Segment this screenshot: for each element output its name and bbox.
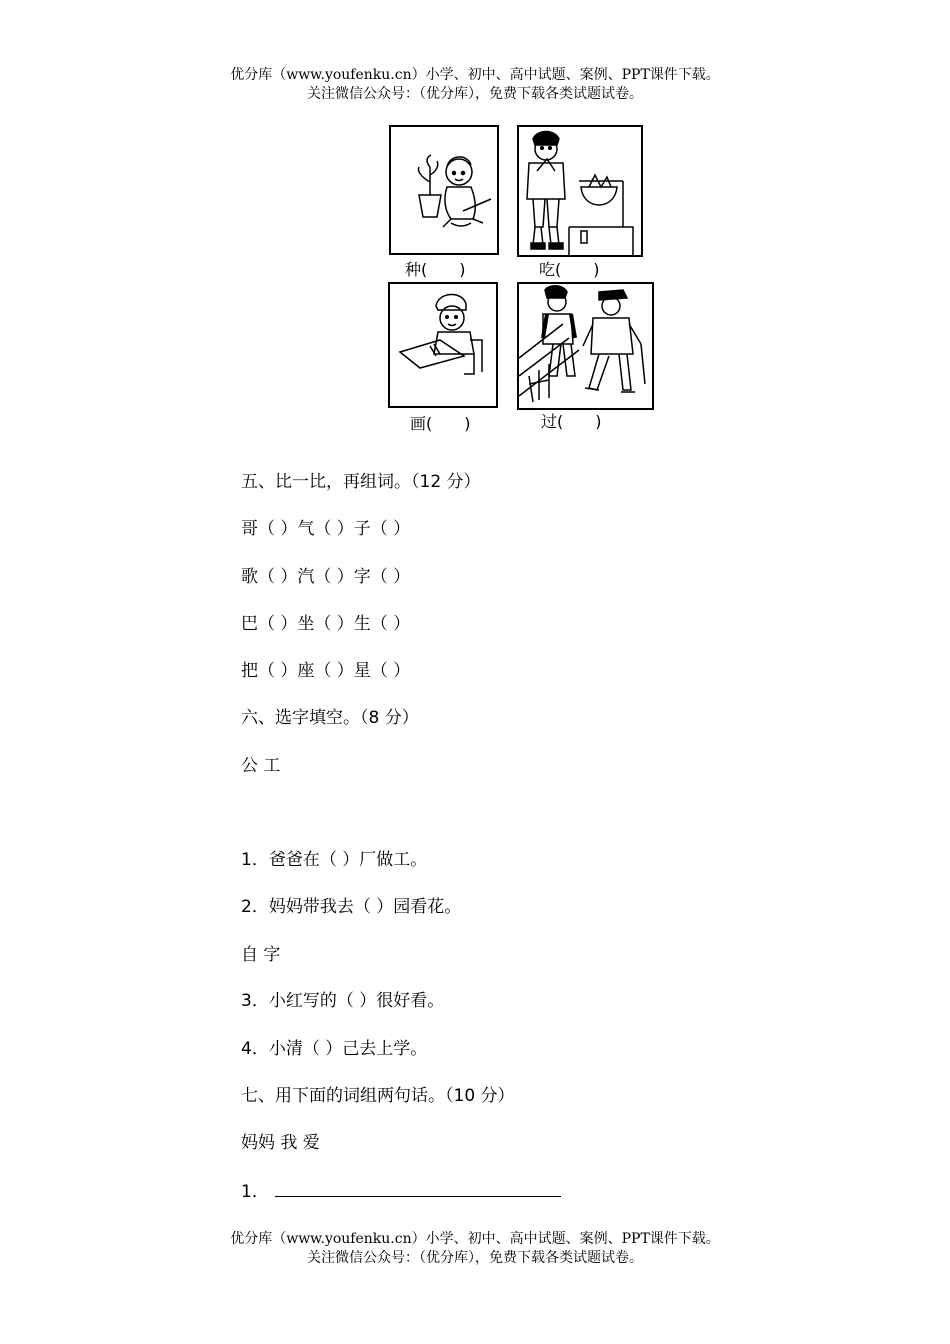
section-6-question-1: 1．爸爸在（ ）厂做工。 [241, 850, 428, 870]
section-7-item-1 [241, 1180, 561, 1203]
section-6-title: 六、选字填空。（8 分） [241, 708, 419, 728]
section-5-title: 五、比一比，再组词。（12 分） [241, 472, 481, 492]
section-7-title: 七、用下面的词组两句话。（10 分） [241, 1086, 515, 1106]
caption-draw: 画( ) [410, 414, 471, 433]
section-5-row-2: 歌（ ）汽（ ）字（ ） [241, 567, 411, 587]
section-5-row-1: 哥（ ）气（ ）子（ ） [241, 519, 411, 539]
boy-drawing-illustration [390, 284, 496, 406]
section-5-row-3: 巴（ ）坐（ ）生（ ） [241, 614, 411, 634]
section-5-row-4: 把（ ）座（ ）星（ ） [241, 661, 411, 681]
children-crossing-illustration [519, 284, 652, 408]
boy-eating-illustration [519, 127, 641, 255]
page-footer [0, 1230, 950, 1268]
picture-drawing [388, 282, 498, 408]
picture-crossing [517, 282, 654, 410]
header-line-2: 关注微信公众号：（优分库），免费下载各类试题试卷。 [307, 86, 643, 102]
picture-planting [389, 125, 499, 255]
footer-line-1: 优分库（www.youfenku.cn）小学、初中、高中试题、案例、PPT课件下载。 [230, 1231, 720, 1247]
section-6-choice-2: 自 字 [241, 945, 281, 965]
section-6-question-3: 3．小红写的（ ）很好看。 [241, 991, 445, 1011]
footer-line-2: 关注微信公众号：（优分库），免费下载各类试题试卷。 [307, 1250, 643, 1266]
picture-eating [517, 125, 643, 257]
page-header [0, 66, 950, 104]
picture-grid [388, 125, 658, 435]
section-7-words: 妈妈 我 爱 [241, 1133, 320, 1153]
caption-plant: 种( ) [405, 260, 466, 279]
section-7-item-1-label: 1． [241, 1182, 269, 1202]
answer-blank[interactable] [275, 1180, 561, 1197]
section-6-question-4: 4．小清（ ）己去上学。 [241, 1039, 428, 1059]
girl-planting-illustration [391, 127, 497, 253]
section-6-choice-1: 公 工 [241, 756, 281, 776]
section-6-question-2: 2．妈妈带我去（ ）园看花。 [241, 897, 462, 917]
header-line-1: 优分库（www.youfenku.cn）小学、初中、高中试题、案例、PPT课件下载。 [230, 67, 720, 83]
caption-eat: 吃( ) [539, 260, 600, 279]
caption-cross: 过( ) [541, 412, 602, 431]
